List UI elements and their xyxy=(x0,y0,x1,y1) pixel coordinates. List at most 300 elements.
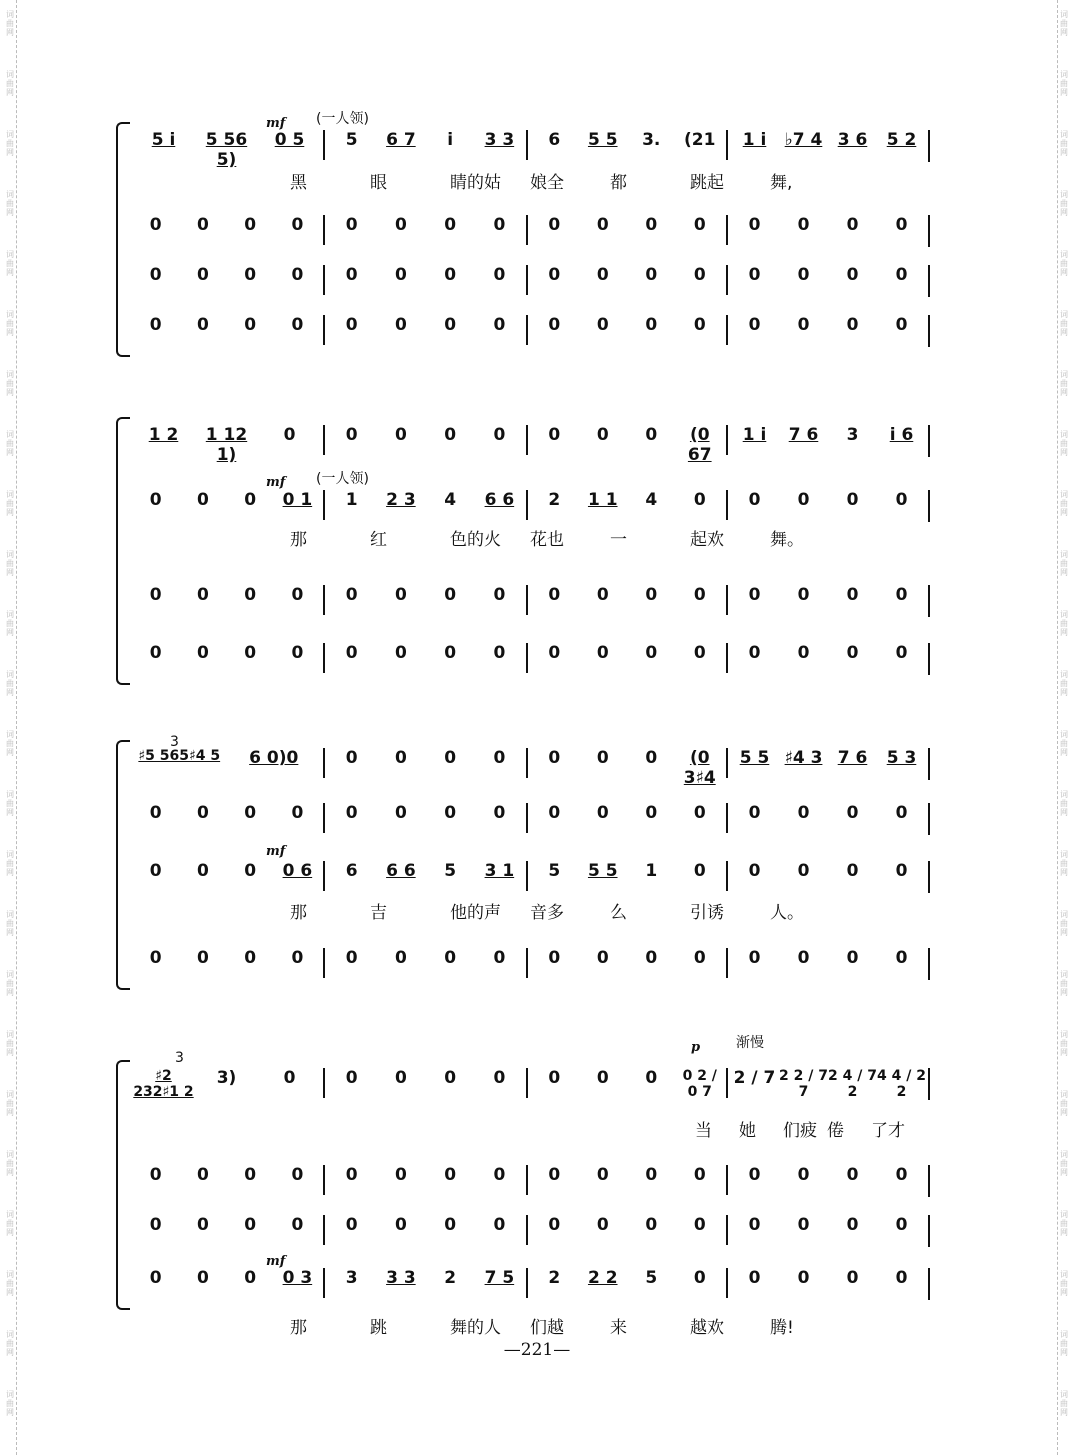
note: 0 xyxy=(244,215,257,235)
note: 0 xyxy=(394,1215,407,1235)
bar-line xyxy=(928,861,930,893)
note: 0 xyxy=(548,748,561,768)
bar-line xyxy=(726,130,728,160)
watermark-text: 词 曲 网 xyxy=(6,1150,14,1177)
note: 2 xyxy=(548,490,561,510)
note: 0 xyxy=(846,265,859,285)
note: 0 xyxy=(596,803,609,823)
lyric-syllable: 那 xyxy=(290,903,307,923)
note: 0 xyxy=(693,1165,706,1185)
note: 0 xyxy=(149,315,162,335)
dynamic-marking-piano: p xyxy=(691,1040,701,1055)
bar-line xyxy=(928,490,930,522)
note: 0 xyxy=(444,585,457,605)
note: 2 2 xyxy=(587,1268,618,1288)
note: 0 xyxy=(645,643,658,663)
note: 0 xyxy=(493,1215,506,1235)
note: 0 xyxy=(645,1068,658,1088)
watermark-text: 词 曲 网 xyxy=(6,490,14,517)
note: 0 xyxy=(548,948,561,968)
note: 0 xyxy=(283,425,296,445)
watermark-text: 词 曲 网 xyxy=(6,430,14,457)
bar-line xyxy=(526,490,528,520)
lyric-line xyxy=(130,168,935,192)
note: 0 xyxy=(291,643,304,663)
note: 4 xyxy=(444,490,457,510)
bar-line xyxy=(323,1215,325,1245)
lyric-syllable: 们疲 xyxy=(783,1121,817,1141)
note: 0 xyxy=(895,803,908,823)
note: 6 6 xyxy=(484,490,515,510)
note: (0 67 xyxy=(687,425,712,465)
note: 0 xyxy=(748,315,761,335)
note: 0 xyxy=(394,748,407,768)
note: 6 xyxy=(345,861,358,881)
lyric-syllable: 那 xyxy=(290,530,307,550)
note: 0 xyxy=(693,215,706,235)
note: 0 xyxy=(244,490,257,510)
bar-line xyxy=(526,130,528,160)
note: 5 xyxy=(444,861,457,881)
note: 0 xyxy=(493,643,506,663)
note: 0 xyxy=(748,585,761,605)
note: 0 2 / 0 7 xyxy=(682,1068,717,1100)
note: 0 xyxy=(444,1165,457,1185)
note: 0 xyxy=(797,803,810,823)
note: 0 xyxy=(596,1068,609,1088)
note: 3. xyxy=(642,130,661,150)
bar-line xyxy=(928,948,930,980)
lyric-syllable: 舞。 xyxy=(770,530,804,550)
system-brace xyxy=(116,740,130,990)
watermark-text: 词 曲 网 xyxy=(6,1330,14,1357)
note: 0 xyxy=(693,1268,706,1288)
note: 5 56 5) xyxy=(205,130,248,170)
note: i 6 xyxy=(889,425,914,445)
bar-line xyxy=(726,1215,728,1245)
note: 0 xyxy=(846,1268,859,1288)
note: 0 xyxy=(846,861,859,881)
watermark-text: 词 曲 网 xyxy=(6,1390,14,1417)
note: 0 xyxy=(493,585,506,605)
watermark-text: 词 曲 网 xyxy=(1060,370,1068,397)
watermark-text: 词 曲 网 xyxy=(1060,1330,1068,1357)
lyric-line xyxy=(130,1313,935,1337)
note: 0 xyxy=(291,315,304,335)
note: 5 5 xyxy=(587,861,618,881)
note: 2 4 / 7 2 xyxy=(828,1068,877,1100)
staff-line xyxy=(130,748,935,788)
watermark-text: 词 曲 网 xyxy=(6,910,14,937)
watermark-text: 词 曲 网 xyxy=(6,310,14,337)
note: 0 xyxy=(283,1068,296,1088)
lead-annotation: (一人领) xyxy=(316,471,369,487)
note: 2 2 / 7 7 xyxy=(779,1068,828,1100)
lyric-syllable: 么 xyxy=(610,903,627,923)
bar-line xyxy=(726,315,728,345)
note: 0 xyxy=(596,1215,609,1235)
watermark-text: 词 曲 网 xyxy=(6,610,14,637)
bar-line xyxy=(726,215,728,245)
lyric-syllable: 黑 xyxy=(290,173,307,193)
watermark-text: 词 曲 网 xyxy=(1060,1150,1068,1177)
watermark-text: 词 曲 网 xyxy=(6,370,14,397)
note: 0 xyxy=(149,861,162,881)
note: 0 xyxy=(596,948,609,968)
note: 0 xyxy=(444,215,457,235)
watermark-text: 词 曲 网 xyxy=(1060,850,1068,877)
note: 0 xyxy=(394,643,407,663)
watermark-text: 词 曲 网 xyxy=(6,670,14,697)
watermark-text: 词 曲 网 xyxy=(1060,1270,1068,1297)
note: 0 xyxy=(596,643,609,663)
note: 0 3 xyxy=(282,1268,313,1288)
note: 0 xyxy=(291,1215,304,1235)
note: 0 xyxy=(748,1165,761,1185)
note: ♭7 4 xyxy=(784,130,823,150)
watermark-text: 词 曲 网 xyxy=(1060,1390,1068,1417)
note: 6 7 xyxy=(386,130,416,150)
note: 0 xyxy=(196,215,209,235)
note: 5 3 xyxy=(886,748,917,768)
note: 1 2 xyxy=(148,425,179,445)
staff-line xyxy=(130,130,935,170)
lyric-syllable: 她 xyxy=(739,1121,756,1141)
note: 0 xyxy=(797,948,810,968)
note: 0 xyxy=(196,861,209,881)
note: 0 xyxy=(693,315,706,335)
note: 0 xyxy=(895,1268,908,1288)
lyric-syllable: 越欢 xyxy=(690,1318,724,1338)
note: 7 6 xyxy=(788,425,819,445)
staff-line xyxy=(130,948,935,982)
bar-line xyxy=(323,1268,325,1298)
note: 0 xyxy=(345,1215,358,1235)
note: (21 xyxy=(684,130,716,150)
bar-line xyxy=(526,748,528,778)
note: 3 xyxy=(846,425,859,445)
note: 0 xyxy=(748,1215,761,1235)
note: 0 xyxy=(149,265,162,285)
note: 0 xyxy=(394,585,407,605)
note: 0 xyxy=(493,265,506,285)
bar-line xyxy=(726,1165,728,1195)
note: 0 xyxy=(394,425,407,445)
bar-line xyxy=(526,1215,528,1245)
watermark-text: 词 曲 网 xyxy=(6,130,14,157)
watermark-text: 词 曲 网 xyxy=(1060,310,1068,337)
note: 0 xyxy=(345,215,358,235)
note: (0 3♯4 xyxy=(683,748,716,788)
note: 0 xyxy=(596,585,609,605)
note: 0 xyxy=(196,948,209,968)
note: 0 xyxy=(345,315,358,335)
watermark-text: 词 曲 网 xyxy=(1060,910,1068,937)
watermark-text: 词 曲 网 xyxy=(6,1090,14,1117)
note: 0 xyxy=(149,1215,162,1235)
bar-line xyxy=(526,425,528,455)
note: 0 xyxy=(493,948,506,968)
note: 0 xyxy=(797,265,810,285)
note: 0 xyxy=(596,425,609,445)
note: 0 xyxy=(493,1165,506,1185)
note: 0 xyxy=(895,215,908,235)
note: 0 xyxy=(846,803,859,823)
note: 0 xyxy=(196,265,209,285)
note: 1 1 xyxy=(587,490,618,510)
staff-line xyxy=(130,1068,935,1102)
bar-line xyxy=(323,803,325,833)
note: 0 6 xyxy=(282,861,313,881)
note: 0 xyxy=(645,1165,658,1185)
note: 0 xyxy=(548,1215,561,1235)
note: 3 3 xyxy=(386,1268,416,1288)
lyric-syllable: 都 xyxy=(610,173,627,193)
bar-line xyxy=(726,265,728,295)
note: 0 xyxy=(645,315,658,335)
watermark-text: 词 曲 网 xyxy=(1060,1210,1068,1237)
note: 2 xyxy=(444,1268,457,1288)
bar-line xyxy=(323,425,325,455)
note: 0 xyxy=(244,1215,257,1235)
note: 0 xyxy=(895,490,908,510)
lyric-syllable: 舞, xyxy=(770,173,793,193)
note: 0 5 xyxy=(274,130,305,150)
staff-line xyxy=(130,803,935,837)
note: 0 xyxy=(444,315,457,335)
bar-line xyxy=(323,861,325,891)
note: 0 1 xyxy=(282,490,313,510)
bar-line xyxy=(928,748,930,780)
note: 0 xyxy=(846,643,859,663)
note: 0 xyxy=(895,265,908,285)
staff-line xyxy=(130,490,935,524)
note: 0 xyxy=(797,585,810,605)
note: 0 xyxy=(394,1165,407,1185)
note: 0 xyxy=(596,1165,609,1185)
dynamic-marking: mf xyxy=(266,844,286,859)
lyric-syllable: 娘全 xyxy=(530,173,564,193)
note: 0 xyxy=(797,861,810,881)
note: 1 i xyxy=(742,130,767,150)
bar-line xyxy=(726,1068,728,1098)
note: 0 xyxy=(493,748,506,768)
bar-line xyxy=(323,315,325,345)
note: 0 xyxy=(244,948,257,968)
watermark-text: 词 曲 网 xyxy=(1060,1030,1068,1057)
note: 2 xyxy=(548,1268,561,1288)
bar-line xyxy=(928,803,930,835)
note: 0 xyxy=(149,1165,162,1185)
note: 0 xyxy=(149,490,162,510)
bar-line xyxy=(526,948,528,978)
note: 0 xyxy=(196,1215,209,1235)
bar-line xyxy=(526,265,528,295)
lyric-syllable: 人。 xyxy=(770,903,804,923)
lyric-syllable: 了才 xyxy=(871,1121,905,1141)
watermark-text: 词 曲 网 xyxy=(1060,1090,1068,1117)
note: 0 xyxy=(345,1068,358,1088)
lyric-syllable: 红 xyxy=(370,530,387,550)
note: 0 xyxy=(645,948,658,968)
bar-line xyxy=(526,803,528,833)
note: 0 xyxy=(345,948,358,968)
bar-line xyxy=(323,643,325,673)
note: 0 xyxy=(345,748,358,768)
bar-line xyxy=(323,490,325,520)
note: 0 xyxy=(693,265,706,285)
note: 0 xyxy=(895,585,908,605)
staff-line xyxy=(130,315,935,349)
note: 0 xyxy=(196,490,209,510)
note: 0 xyxy=(895,1215,908,1235)
bar-line xyxy=(726,1268,728,1298)
note: 1 xyxy=(345,490,358,510)
note: 0 xyxy=(196,1268,209,1288)
note: 0 xyxy=(846,948,859,968)
watermark-text: 词 曲 网 xyxy=(1060,250,1068,277)
note: 0 xyxy=(394,948,407,968)
note: 5 5 xyxy=(587,130,618,150)
bar-line xyxy=(323,130,325,160)
note: 0 xyxy=(345,803,358,823)
note: 0 xyxy=(748,265,761,285)
watermark-text: 词 曲 网 xyxy=(1060,790,1068,817)
bar-line xyxy=(928,315,930,347)
note: 0 xyxy=(548,585,561,605)
lyric-syllable: 色的火 xyxy=(450,530,501,550)
bar-line xyxy=(323,1165,325,1195)
note: 0 xyxy=(748,803,761,823)
bar-line xyxy=(928,215,930,247)
note: 0 xyxy=(895,948,908,968)
bar-line xyxy=(726,803,728,833)
watermark-text: 词 曲 网 xyxy=(1060,670,1068,697)
watermark-text: 词 曲 网 xyxy=(6,850,14,877)
note: 0 xyxy=(748,948,761,968)
note: 0 xyxy=(244,1165,257,1185)
note: 0 xyxy=(493,1068,506,1088)
bar-line xyxy=(928,425,930,457)
bar-line xyxy=(526,215,528,245)
staff-line xyxy=(130,215,935,249)
note: 0 xyxy=(444,425,457,445)
note: 0 xyxy=(493,803,506,823)
staff-line xyxy=(130,425,935,465)
note: 0 xyxy=(693,643,706,663)
lyric-line xyxy=(130,525,935,549)
watermark-text: 词 曲 网 xyxy=(6,730,14,757)
watermark-text: 词 曲 网 xyxy=(1060,190,1068,217)
note: 0 xyxy=(596,315,609,335)
watermark-text: 词 曲 网 xyxy=(6,1210,14,1237)
lyric-syllable: 腾! xyxy=(770,1318,794,1338)
note: 0 xyxy=(797,1268,810,1288)
staff-line xyxy=(130,1165,935,1199)
note: 0 xyxy=(345,425,358,445)
note: 0 xyxy=(149,803,162,823)
note: 3 6 xyxy=(837,130,868,150)
dynamic-marking: mf xyxy=(266,1254,286,1269)
lyric-syllable: 睛的姑 xyxy=(450,173,501,193)
lyric-syllable: 花也 xyxy=(530,530,564,550)
watermark-text: 词 曲 网 xyxy=(6,550,14,577)
note: 0 xyxy=(394,315,407,335)
note: 0 xyxy=(846,215,859,235)
note: 0 xyxy=(693,948,706,968)
note: 0 xyxy=(244,1268,257,1288)
bar-line xyxy=(928,1068,930,1100)
bar-line xyxy=(323,1068,325,1098)
note: 0 xyxy=(797,215,810,235)
triplet-mark: 3 xyxy=(175,1050,184,1066)
note: 0 xyxy=(291,948,304,968)
note: 0 xyxy=(797,315,810,335)
staff-line xyxy=(130,1215,935,1249)
note: 0 xyxy=(291,215,304,235)
bar-line xyxy=(928,1268,930,1300)
note: 0 xyxy=(345,585,358,605)
note: 0 xyxy=(846,490,859,510)
note: 5 xyxy=(645,1268,658,1288)
note: 4 xyxy=(645,490,658,510)
note: 0 xyxy=(244,265,257,285)
watermark-text: 词 曲 网 xyxy=(1060,70,1068,97)
note: 5 5 xyxy=(739,748,770,768)
note: 0 xyxy=(345,1165,358,1185)
lyric-syllable: 们越 xyxy=(530,1318,564,1338)
watermark-text: 词 曲 网 xyxy=(1060,610,1068,637)
note: 0 xyxy=(748,490,761,510)
note: 3 3 xyxy=(484,130,515,150)
lyric-syllable: 起欢 xyxy=(690,530,724,550)
note: 2 3 xyxy=(386,490,416,510)
note: 0 xyxy=(149,1268,162,1288)
bar-line xyxy=(928,1215,930,1247)
note: 0 xyxy=(693,861,706,881)
note: 0 xyxy=(748,1268,761,1288)
note: 6 0)0 xyxy=(249,748,299,768)
system-brace xyxy=(116,122,130,357)
bar-line xyxy=(323,948,325,978)
note: 0 xyxy=(846,1165,859,1185)
watermark-text: 词 曲 网 xyxy=(1060,490,1068,517)
note: 0 xyxy=(493,215,506,235)
note: 0 xyxy=(596,265,609,285)
note: 1 i xyxy=(742,425,767,445)
note: 0 xyxy=(645,585,658,605)
note: 4 4 / 2 2 xyxy=(877,1068,926,1100)
note: 0 xyxy=(444,803,457,823)
note: 0 xyxy=(345,643,358,663)
system-brace xyxy=(116,1060,130,1310)
note: 0 xyxy=(291,585,304,605)
bar-line xyxy=(323,585,325,615)
note: 0 xyxy=(291,265,304,285)
note: 0 xyxy=(444,948,457,968)
note: 0 xyxy=(846,585,859,605)
note: 0 xyxy=(548,265,561,285)
note: 0 xyxy=(797,1215,810,1235)
watermark-text: 词 曲 网 xyxy=(1060,550,1068,577)
bar-line xyxy=(526,1268,528,1298)
note: 0 xyxy=(895,861,908,881)
lyric-syllable: 当 xyxy=(695,1121,712,1141)
note: 0 xyxy=(693,803,706,823)
bar-line xyxy=(526,1068,528,1098)
watermark-text: 词 曲 网 xyxy=(1060,430,1068,457)
note: 0 xyxy=(596,748,609,768)
